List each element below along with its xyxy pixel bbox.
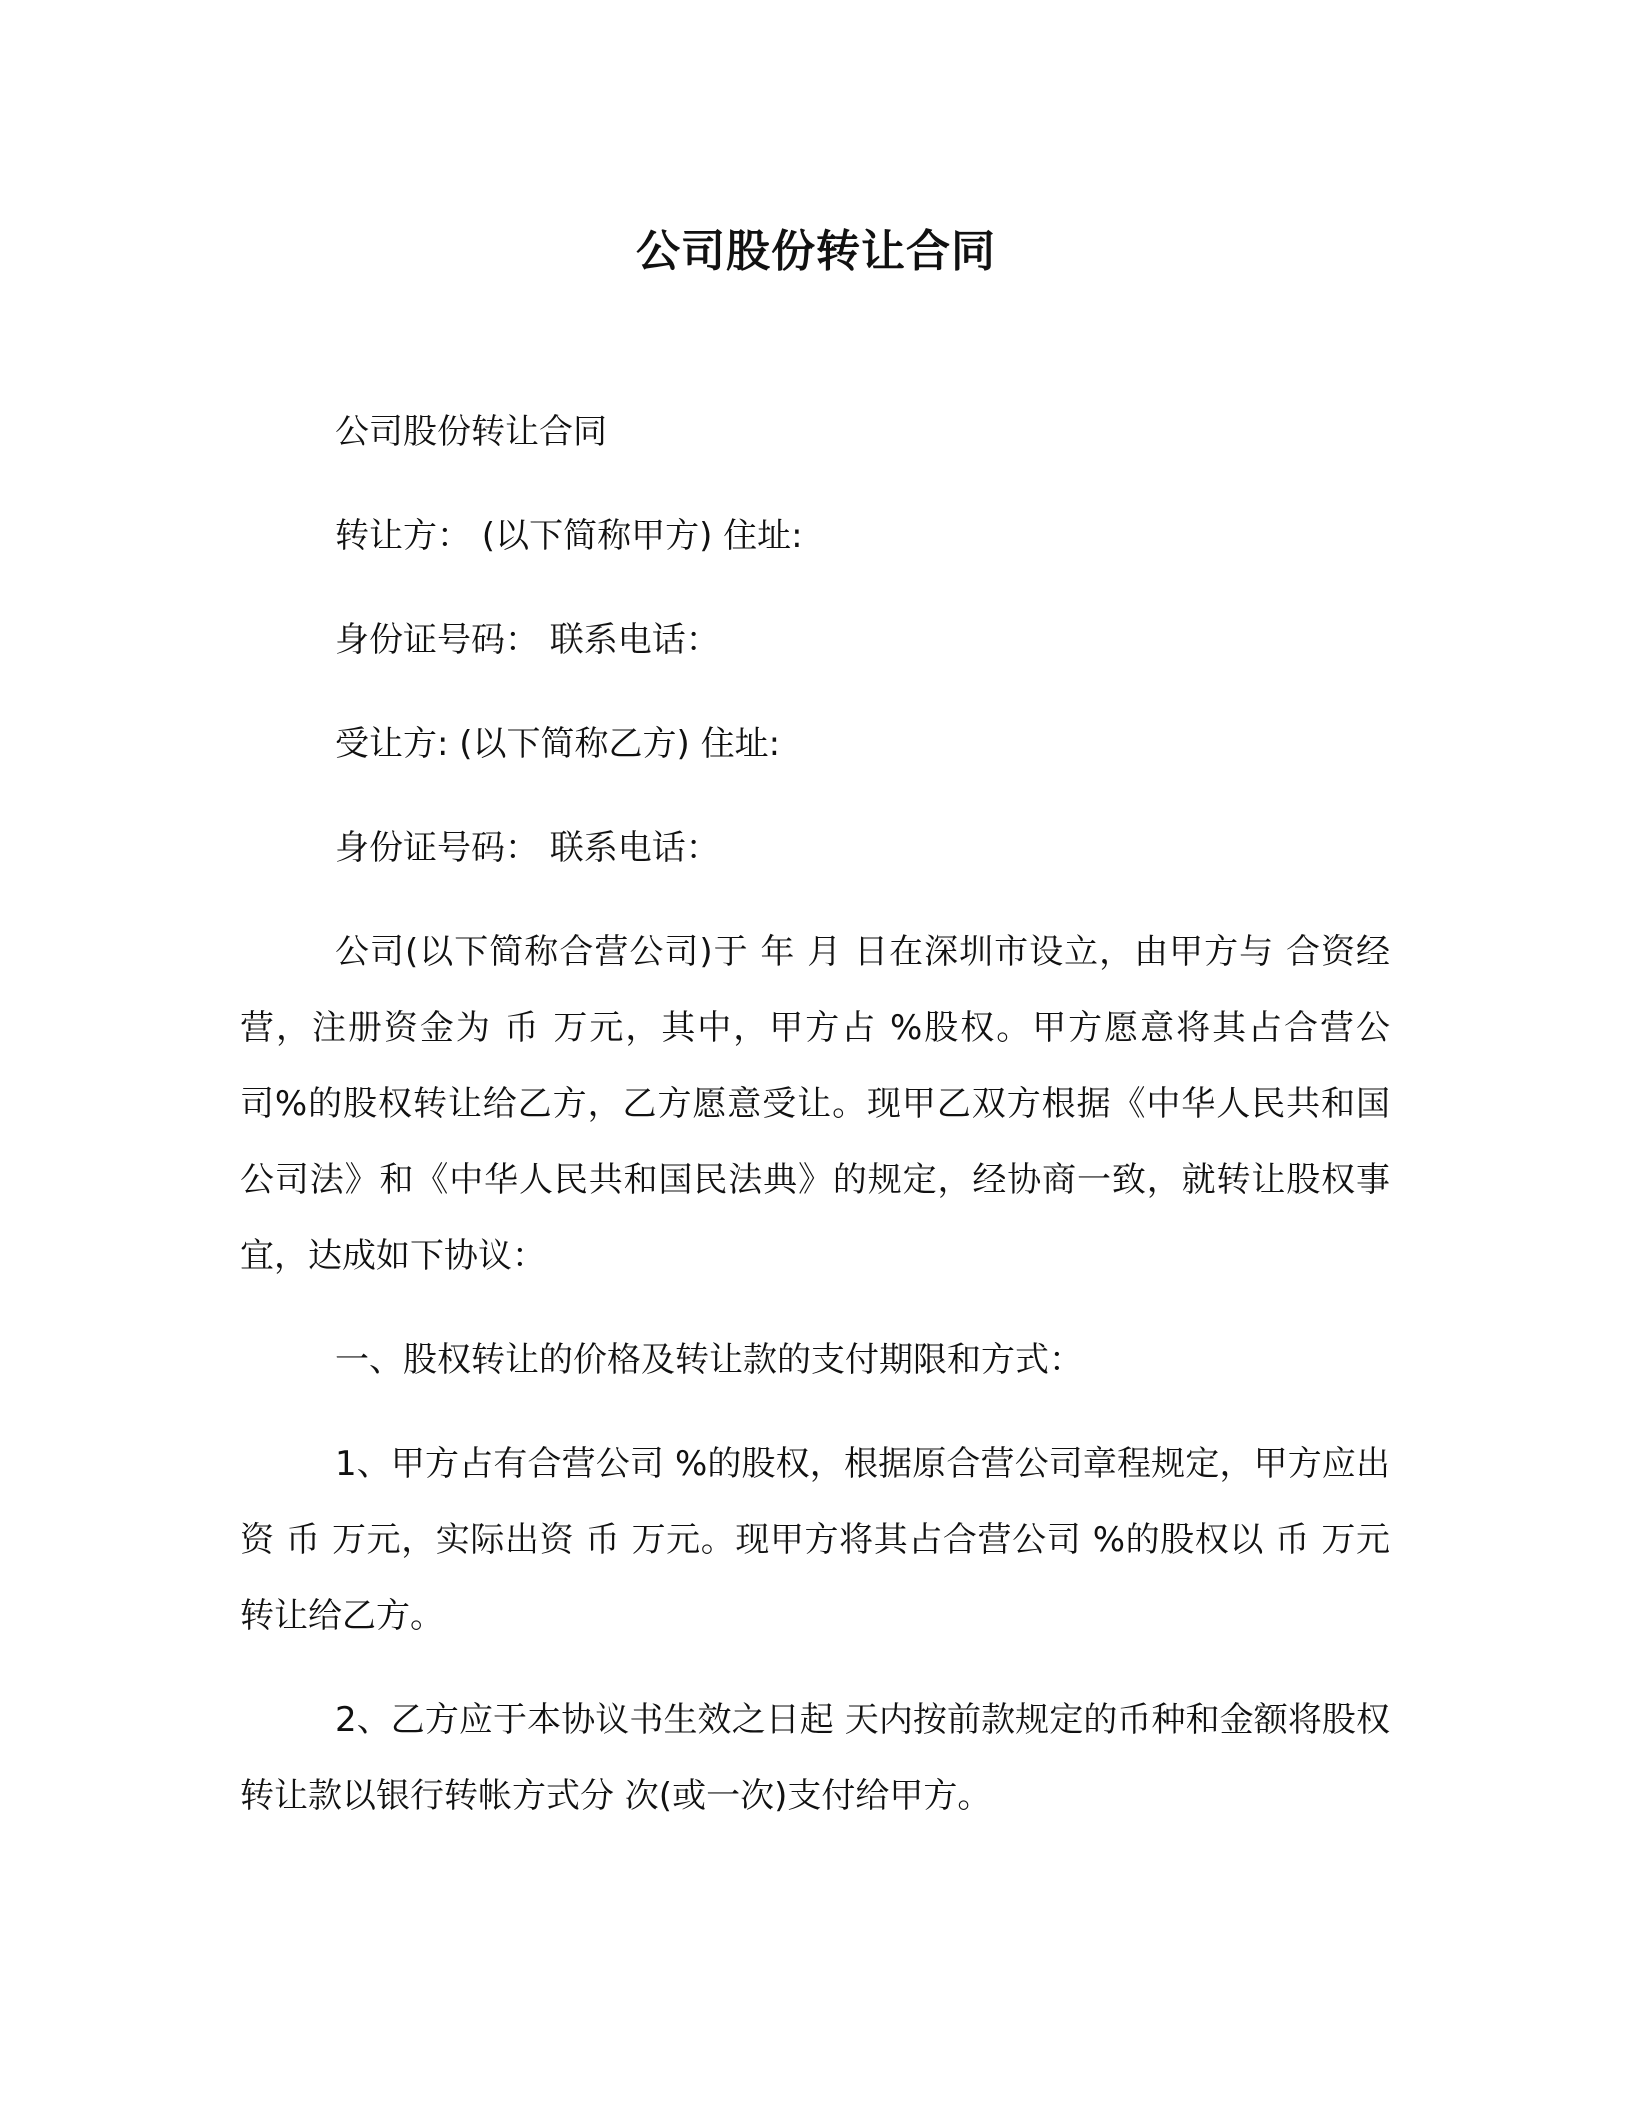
transferor-line: 转让方： (以下简称甲方) 住址: — [335, 516, 803, 556]
clause-2-paragraph: 2、乙方应于本协议书生效之日起 天内按前款规定的币种和金额将股权转让款以银行转帐方式分 次(或一次)支付给甲方。 — [240, 1700, 1390, 1816]
transferee-line: 受让方: (以下简称乙方) 住址: — [335, 724, 781, 764]
transferee-id-phone-line: 身份证号码： 联系电话： — [335, 828, 720, 868]
transferor-id-phone-line: 身份证号码： 联系电话： — [335, 620, 720, 660]
document-title: 公司股份转让合同 — [636, 226, 996, 277]
document-body — [240, 394, 1390, 1862]
section-heading-1: 一、股权转让的价格及转让款的支付期限和方式： — [335, 1340, 1083, 1380]
clause-1-paragraph: 1、甲方占有合营公司 %的股权，根据原合营公司章程规定，甲方应出资 币 万元，实际出资 币 万元。现甲方将其占合营公司 %的股权以 币 万元转让给乙方。 — [240, 1444, 1390, 1636]
intro-paragraph: 公司(以下简称合营公司)于 年 月 日在深圳市设立，由甲方与 合资经营，注册资金为 币 万元，其中，甲方占 %股权。甲方愿意将其占合营公司%的股权转让给乙方，乙方愿意受让。现甲乙双方根据《中华人民共和国公司法》和《中华人民共和国民法典》的规定，经协商一致，就转让股权事宜，达成如下协议： — [240, 932, 1390, 1276]
contract-subtitle: 公司股份转让合同 — [335, 412, 607, 452]
